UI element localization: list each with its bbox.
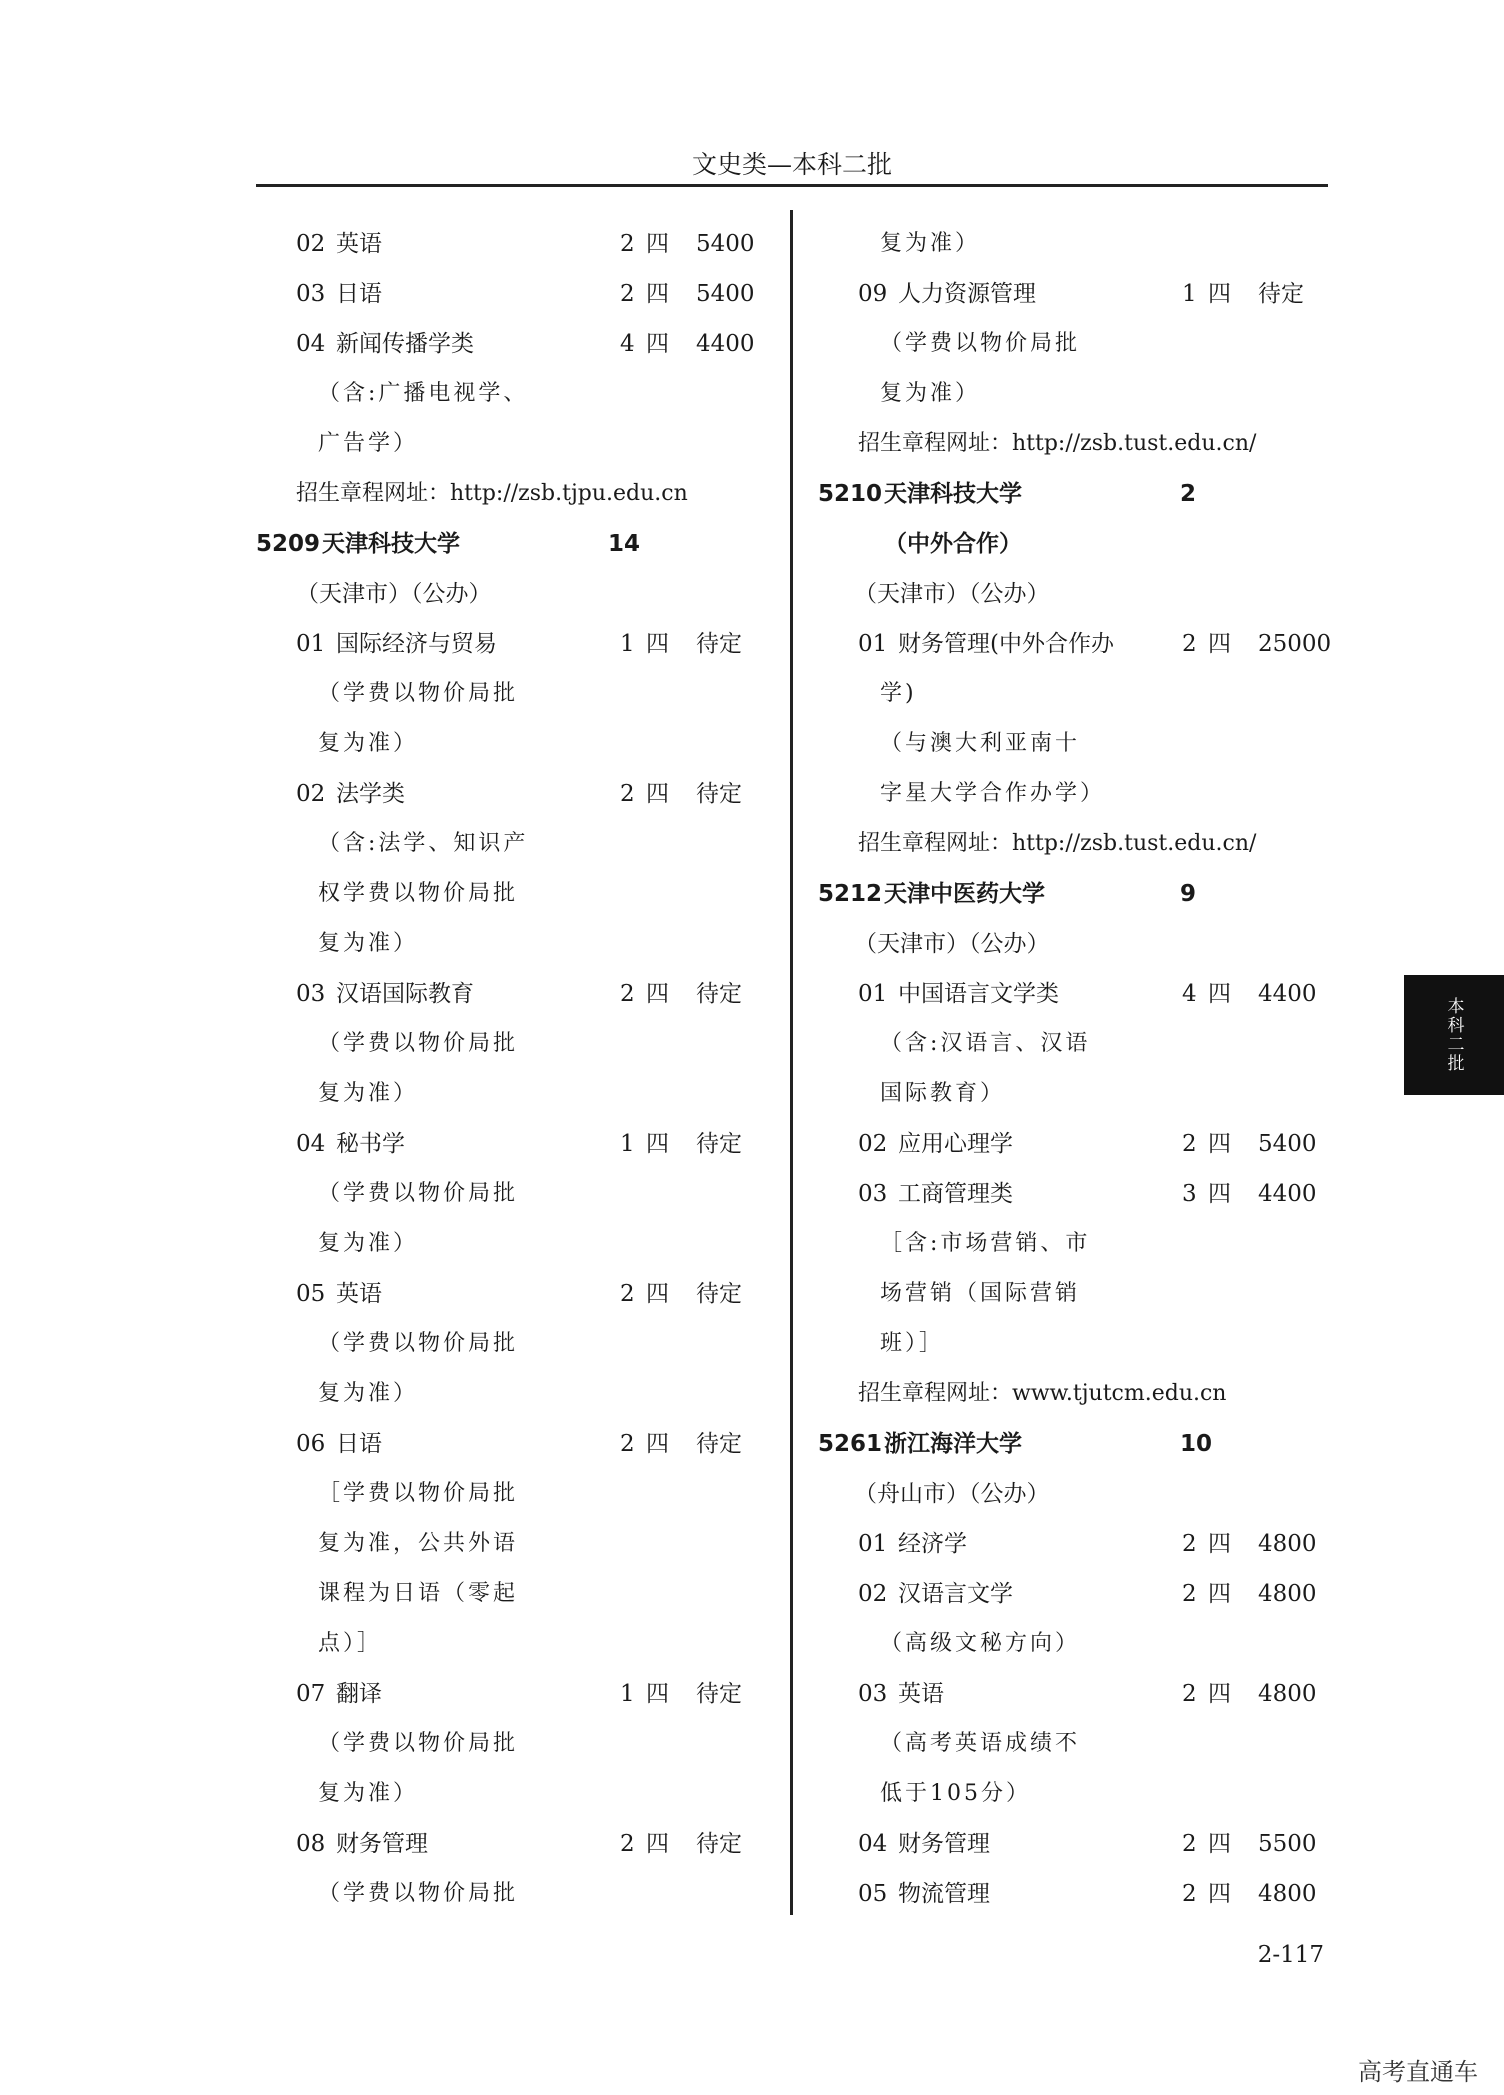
quota-count: 2 (620, 1831, 635, 1857)
institution-quota: 10 (1180, 1431, 1213, 1457)
institution-location (818, 919, 1328, 969)
institution-code: 5210 (818, 481, 883, 507)
institution-location (818, 569, 1328, 619)
duration-years: 四 (1208, 1681, 1231, 1707)
major-code: 02 (296, 231, 326, 257)
major-row (818, 1519, 1328, 1569)
duration-years: 四 (646, 1831, 669, 1857)
major-code: 02 (858, 1131, 888, 1157)
admission-url-text: 招生章程网址：http://zsb.tust.edu.cn/ (858, 831, 1257, 856)
tuition-fee: 4800 (1258, 1531, 1317, 1557)
major-code: 01 (296, 631, 326, 657)
quota-count: 2 (620, 1281, 635, 1307)
institution-quota: 14 (608, 531, 641, 557)
major-code: 03 (296, 281, 326, 307)
major-name: 汉语言文学 (898, 1581, 1013, 1607)
note-text: 国际教育） (880, 1081, 1006, 1106)
column-divider (790, 210, 793, 1915)
tuition-fee: 待定 (696, 781, 742, 807)
duration-years: 四 (646, 231, 669, 257)
major-name: 应用心理学 (898, 1131, 1013, 1157)
major-note (256, 419, 776, 469)
major-row (256, 1669, 776, 1719)
institution-name: 天津科技大学 (322, 531, 460, 557)
major-note (818, 319, 1328, 369)
admission-url (818, 819, 1328, 869)
major-code: 05 (296, 1281, 326, 1307)
tuition-fee: 待定 (696, 1831, 742, 1857)
note-text: 广告学） (318, 431, 419, 456)
institution-name: 天津科技大学 (884, 481, 1022, 507)
major-note (818, 719, 1328, 769)
duration-years: 四 (646, 331, 669, 357)
duration-years: 四 (646, 281, 669, 307)
institution-name: 浙江海洋大学 (884, 1431, 1022, 1457)
institution-row (818, 469, 1328, 519)
major-note (256, 1069, 776, 1119)
major-name: 财务管理 (898, 1831, 990, 1857)
major-note (256, 1369, 776, 1419)
major-code: 06 (296, 1431, 326, 1457)
duration-years: 四 (646, 1131, 669, 1157)
note-text: 字星大学合作办学） (880, 781, 1106, 806)
major-code: 05 (858, 1881, 888, 1907)
major-note (818, 1769, 1328, 1819)
major-row (818, 269, 1328, 319)
note-text: 学) (880, 681, 917, 706)
note-text: 复为准） (318, 1231, 419, 1256)
major-row (818, 1869, 1328, 1919)
admission-url-text: 招生章程网址：http://zsb.tjpu.edu.cn (296, 481, 688, 506)
quota-count: 2 (1182, 631, 1197, 657)
page-number: 2-117 (1257, 1942, 1324, 1968)
major-row (256, 619, 776, 669)
major-code: 01 (858, 631, 888, 657)
watermark: 高考直通车 (1358, 2058, 1478, 2086)
tuition-fee: 5400 (1258, 1131, 1317, 1157)
tuition-fee: 4800 (1258, 1681, 1317, 1707)
institution-name: 天津中医药大学 (884, 881, 1045, 907)
major-name: 人力资源管理 (898, 281, 1036, 307)
major-note (818, 669, 1328, 719)
major-code: 01 (858, 1531, 888, 1557)
duration-years: 四 (1208, 281, 1231, 307)
major-note (256, 1019, 776, 1069)
quota-count: 1 (1182, 281, 1197, 307)
quota-count: 1 (620, 1681, 635, 1707)
note-text: （学费以物价局批 (318, 1881, 519, 1906)
duration-years: 四 (1208, 1881, 1231, 1907)
note-text: （含:广播电视学、 (318, 381, 529, 406)
left-column (256, 219, 776, 1919)
note-text: 点）］ (318, 1631, 383, 1656)
major-code: 04 (858, 1831, 888, 1857)
institution-quota: 9 (1180, 881, 1197, 907)
duration-years: 四 (1208, 1581, 1231, 1607)
tuition-fee: 待定 (696, 631, 742, 657)
institution-code: 5261 (818, 1431, 883, 1457)
major-code: 08 (296, 1831, 326, 1857)
major-note (818, 1719, 1328, 1769)
major-name: 英语 (898, 1681, 944, 1707)
major-row (256, 969, 776, 1019)
major-note (256, 819, 776, 869)
major-note (818, 369, 1328, 419)
major-note (818, 1269, 1328, 1319)
major-note (256, 1519, 776, 1569)
tuition-fee: 4400 (1258, 981, 1317, 1007)
major-code: 01 (858, 981, 888, 1007)
right-column (818, 219, 1332, 1919)
note-text: （学费以物价局批 (318, 1181, 519, 1206)
quota-count: 2 (620, 281, 635, 307)
note-text: （含:法学、知识产 (318, 831, 529, 856)
institution-subtitle-text: （中外合作） (884, 531, 1022, 557)
tuition-fee: 4800 (1258, 1581, 1317, 1607)
major-note (818, 219, 1328, 269)
major-row (256, 769, 776, 819)
note-text: （学费以物价局批 (318, 1731, 519, 1756)
quota-count: 1 (620, 1131, 635, 1157)
tuition-fee: 4400 (696, 331, 755, 357)
tuition-fee: 待定 (696, 981, 742, 1007)
admission-url-text: 招生章程网址：http://zsb.tust.edu.cn/ (858, 431, 1257, 456)
quota-count: 2 (1182, 1581, 1197, 1607)
admission-url (818, 419, 1328, 469)
note-text: 低于105分） (880, 1781, 1031, 1806)
major-code: 03 (858, 1681, 888, 1707)
major-name: 经济学 (898, 1531, 967, 1557)
note-text: ［学费以物价局批 (318, 1481, 519, 1506)
major-note (818, 1319, 1328, 1369)
major-code: 02 (296, 781, 326, 807)
admission-url (818, 1369, 1328, 1419)
institution-code: 5212 (818, 881, 883, 907)
major-code: 03 (858, 1181, 888, 1207)
major-name: 法学类 (336, 781, 405, 807)
note-text: 复为准） (318, 1781, 419, 1806)
major-code: 07 (296, 1681, 326, 1707)
quota-count: 2 (1182, 1831, 1197, 1857)
tuition-fee: 待定 (696, 1131, 742, 1157)
tuition-fee: 待定 (696, 1681, 742, 1707)
tuition-fee: 待定 (1258, 281, 1304, 307)
duration-years: 四 (646, 631, 669, 657)
major-name: 新闻传播学类 (336, 331, 474, 357)
tuition-fee: 5400 (696, 231, 755, 257)
major-row (818, 1119, 1328, 1169)
duration-years: 四 (1208, 1181, 1231, 1207)
duration-years: 四 (646, 1431, 669, 1457)
institution-row (256, 519, 776, 569)
note-text: （学费以物价局批 (318, 681, 519, 706)
duration-years: 四 (646, 1281, 669, 1307)
major-note (256, 919, 776, 969)
institution-subtitle (818, 519, 1328, 569)
note-text: 复为准） (880, 231, 981, 256)
major-row (818, 1819, 1328, 1869)
major-name: 日语 (336, 1431, 382, 1457)
quota-count: 2 (620, 781, 635, 807)
duration-years: 四 (1208, 631, 1231, 657)
major-row (818, 1569, 1328, 1619)
major-name: 物流管理 (898, 1881, 990, 1907)
major-row (256, 219, 776, 269)
note-text: （学费以物价局批 (880, 331, 1081, 356)
major-note (256, 1719, 776, 1769)
major-row (818, 619, 1332, 669)
institution-row (818, 869, 1328, 919)
quota-count: 4 (620, 331, 635, 357)
tuition-fee: 5500 (1258, 1831, 1317, 1857)
institution-location (256, 569, 776, 619)
tuition-fee: 4800 (1258, 1881, 1317, 1907)
duration-years: 四 (1208, 1131, 1231, 1157)
institution-code: 5209 (256, 531, 321, 557)
major-name: 国际经济与贸易 (336, 631, 497, 657)
location-text: （天津市）（公办） (854, 931, 1050, 957)
major-name: 英语 (336, 1281, 382, 1307)
quota-count: 3 (1182, 1181, 1197, 1207)
major-note (256, 1319, 776, 1369)
quota-count: 4 (1182, 981, 1197, 1007)
major-note (256, 869, 776, 919)
major-note (256, 369, 776, 419)
note-text: ［含:市场营销、市 (880, 1231, 1091, 1256)
note-text: （学费以物价局批 (318, 1331, 519, 1356)
major-note (818, 1219, 1328, 1269)
major-name: 工商管理类 (898, 1181, 1013, 1207)
major-name: 财务管理(中外合作办 (898, 631, 1114, 657)
major-row (818, 969, 1328, 1019)
major-name: 中国语言文学类 (898, 981, 1059, 1007)
major-name: 财务管理 (336, 1831, 428, 1857)
major-row (256, 269, 776, 319)
header-rule (256, 184, 1328, 187)
quota-count: 2 (620, 231, 635, 257)
major-code: 03 (296, 981, 326, 1007)
major-name: 秘书学 (336, 1131, 405, 1157)
major-name: 英语 (336, 231, 382, 257)
major-name: 日语 (336, 281, 382, 307)
major-note (256, 1469, 776, 1519)
major-name: 汉语国际教育 (336, 981, 474, 1007)
quota-count: 2 (620, 1431, 635, 1457)
tuition-fee: 5400 (696, 281, 755, 307)
note-text: 复为准） (318, 931, 419, 956)
tuition-fee: 待定 (696, 1281, 742, 1307)
institution-row (818, 1419, 1328, 1469)
quota-count: 1 (620, 631, 635, 657)
tuition-fee: 待定 (696, 1431, 742, 1457)
major-code: 02 (858, 1581, 888, 1607)
major-note (256, 1619, 776, 1669)
major-row (818, 1669, 1328, 1719)
major-note (818, 769, 1328, 819)
major-note (256, 1569, 776, 1619)
major-row (256, 319, 776, 369)
quota-count: 2 (1182, 1681, 1197, 1707)
page-header-title: 文史类—本科二批 (691, 150, 892, 179)
major-row (256, 1419, 776, 1469)
tuition-fee: 25000 (1258, 631, 1332, 657)
duration-years: 四 (1208, 1831, 1231, 1857)
institution-location (818, 1469, 1328, 1519)
major-note (256, 1769, 776, 1819)
quota-count: 2 (1182, 1531, 1197, 1557)
major-note (256, 1169, 776, 1219)
side-tab (1404, 975, 1504, 1095)
institution-quota: 2 (1180, 481, 1197, 507)
admission-url (256, 469, 776, 519)
duration-years: 四 (1208, 1531, 1231, 1557)
note-text: （与澳大利亚南十 (880, 731, 1081, 756)
note-text: 课程为日语（零起 (318, 1581, 519, 1606)
major-note (256, 1869, 776, 1919)
location-text: （天津市）（公办） (854, 581, 1050, 607)
duration-years: 四 (646, 981, 669, 1007)
quota-count: 2 (1182, 1881, 1197, 1907)
tuition-fee: 4400 (1258, 1181, 1317, 1207)
note-text: 复为准） (880, 381, 981, 406)
major-note (256, 1219, 776, 1269)
location-text: （舟山市）（公办） (854, 1481, 1050, 1507)
major-note (818, 1619, 1328, 1669)
major-code: 04 (296, 1131, 326, 1157)
major-row (256, 1269, 776, 1319)
note-text: 复为准） (318, 731, 419, 756)
major-note (256, 669, 776, 719)
major-code: 09 (858, 281, 888, 307)
location-text: （天津市）（公办） (296, 581, 492, 607)
major-note (818, 1069, 1328, 1119)
note-text: 班）］ (880, 1331, 945, 1356)
duration-years: 四 (646, 1681, 669, 1707)
note-text: （高考英语成绩不 (880, 1731, 1081, 1756)
quota-count: 2 (620, 981, 635, 1007)
note-text: （高级文秘方向） (880, 1631, 1081, 1656)
major-row (818, 1169, 1328, 1219)
major-note (818, 1019, 1328, 1069)
major-code: 04 (296, 331, 326, 357)
quota-count: 2 (1182, 1131, 1197, 1157)
major-row (256, 1819, 776, 1869)
side-tab-label: 本科二批 (1443, 997, 1464, 1073)
note-text: 权学费以物价局批 (318, 881, 519, 906)
duration-years: 四 (1208, 981, 1231, 1007)
note-text: （学费以物价局批 (318, 1031, 519, 1056)
note-text: 复为准） (318, 1381, 419, 1406)
admission-url-text: 招生章程网址：www.tjutcm.edu.cn (858, 1381, 1227, 1406)
note-text: （含:汉语言、汉语 (880, 1031, 1091, 1056)
duration-years: 四 (646, 781, 669, 807)
major-note (256, 719, 776, 769)
note-text: 复为准） (318, 1081, 419, 1106)
major-row (256, 1119, 776, 1169)
note-text: 复为准，公共外语 (318, 1531, 519, 1556)
major-name: 翻译 (336, 1681, 382, 1707)
note-text: 场营销（国际营销 (880, 1281, 1081, 1306)
